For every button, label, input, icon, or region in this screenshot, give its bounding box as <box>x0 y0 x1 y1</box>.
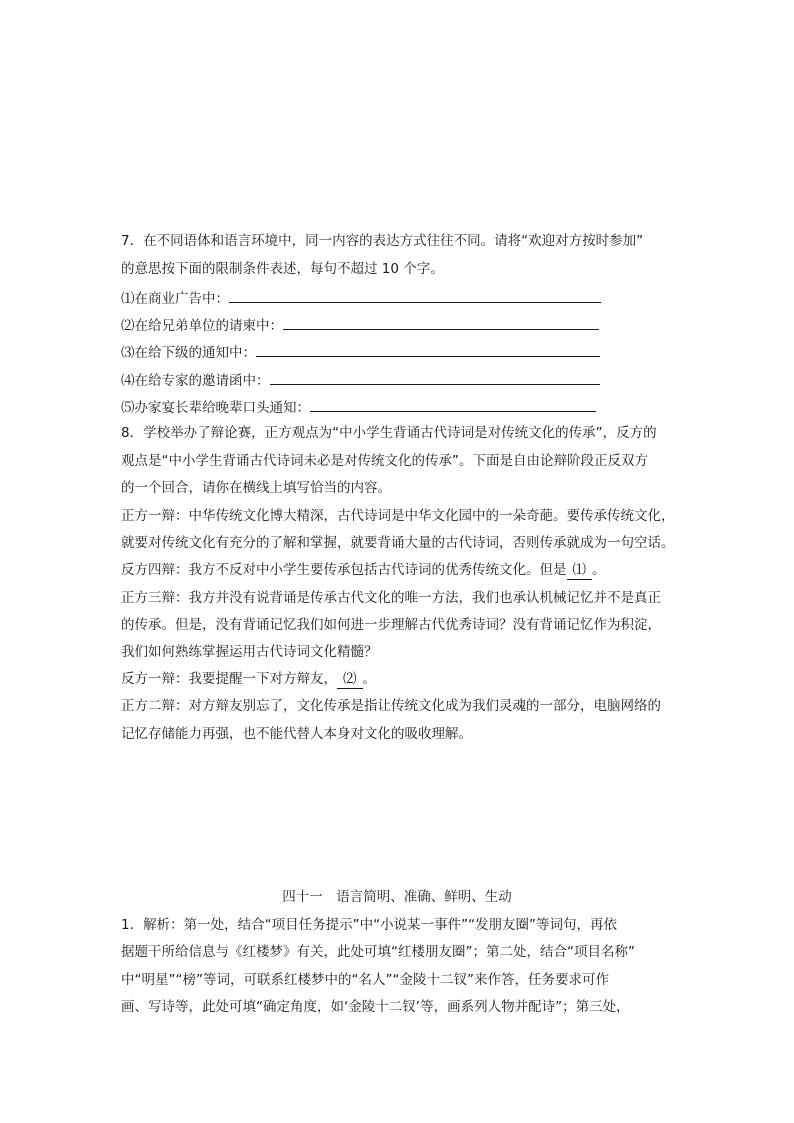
q7-item-3-answer-line[interactable] <box>256 342 600 357</box>
debate-negative-1-end: 。 <box>362 671 376 687</box>
debate-negative-1 <box>121 670 376 689</box>
q7-item-3-label: ⑶在给下级的通知中： <box>121 345 256 361</box>
q8-prompt-line-3: 的一个回合，请你在横线上填写恰当的内容。 <box>121 480 391 496</box>
q7-prompt-line-2: 的意思按下面的限制条件表述，每句不超过 10 个字。 <box>121 261 444 277</box>
q7-item-2 <box>121 315 599 335</box>
q7-item-1-label: ⑴在商业广告中： <box>121 291 229 307</box>
debate-negative-4-text: 反方四辩：我方不反对中小学生要传承包括古代诗词的优秀传统文化。但是 <box>121 562 567 578</box>
q8-prompt-line-2: 观点是“中小学生背诵古代诗词未必是对传统文化的传承”。下面是自由论辩阶段正反双方 <box>121 453 648 469</box>
q7-item-4-answer-line[interactable] <box>270 370 600 385</box>
q7-item-2-label: ⑵在给兄弟单位的请柬中： <box>121 318 283 334</box>
q7-item-5-label: ⑸办家宴长辈给晚辈口头通知： <box>121 400 310 416</box>
q7-item-5 <box>121 397 596 417</box>
q7-item-5-answer-line[interactable] <box>310 397 596 412</box>
q8-prompt-line-1: 8．学校举办了辩论赛，正方观点为“中小学生背诵古代诗词是对传统文化的传承”，反方的 <box>121 425 657 441</box>
debate-affirmative-2-line-2: 记忆存储能力再强，也不能代替人本身对文化的吸收理解。 <box>121 726 472 742</box>
answer-blank-2[interactable]: ⑵ <box>337 670 363 689</box>
debate-affirmative-1-line-1: 正方一辩：中华传统文化博大精深，古代诗词是中华文化园中的一朵奇葩。要传承传统文化， <box>121 508 675 524</box>
section-title: 四十一 语言简明、准确、鲜明、生动 <box>282 889 512 905</box>
q7-item-2-answer-line[interactable] <box>283 315 599 330</box>
debate-affirmative-3-line-2: 的传承。但是，没有背诵记忆我们如何进一步理解古代优秀诗词？没有背诵记忆作为积淀， <box>121 617 661 633</box>
answer-1-line-1: 1．解析：第一处，结合“项目任务提示”中“小说某一事件”“发朋友圈”等词句，再依 <box>121 917 618 933</box>
debate-negative-4 <box>121 561 606 580</box>
q7-item-3 <box>121 342 600 362</box>
answer-1-line-3: 中“明星”“榜”等词，可联系红楼梦中的“名人”“金陵十二钗”来作答，任务要求可作 <box>121 972 609 988</box>
debate-affirmative-3-line-1: 正方三辩：我方并没有说背诵是传承古代文化的唯一方法，我们也承认机械记忆并不是真正 <box>121 590 661 606</box>
q7-item-4-label: ⑷在给专家的邀请函中： <box>121 373 270 389</box>
q7-item-1-answer-line[interactable] <box>229 288 601 303</box>
debate-negative-4-end: 。 <box>592 562 606 578</box>
q7-item-1 <box>121 288 601 308</box>
debate-affirmative-1-line-2: 就要对传统文化有充分的了解和掌握，就要背诵大量的古代诗词，否则传承就成为一句空话。 <box>121 535 675 551</box>
answer-1-line-2: 据题干所给信息与《红楼梦》有关，此处可填“红楼朋友圈”；第二处，结合“项目名称” <box>121 944 635 960</box>
answer-blank-1[interactable]: ⑴ <box>567 561 593 580</box>
debate-affirmative-3-line-3: 我们如何熟练掌握运用古代诗词文化精髓？ <box>121 644 378 660</box>
debate-affirmative-2-line-1: 正方二辩：对方辩友别忘了，文化传承是指让传统文化成为我们灵魂的一部分，电脑网络的 <box>121 698 661 714</box>
debate-negative-1-text: 反方一辩：我要提醒一下对方辩友， <box>121 671 337 687</box>
answer-1-line-4: 画、写诗等，此处可填“确定角度，如‘金陵十二钗’等，画系列人物并配诗”；第三处， <box>121 999 630 1015</box>
q7-item-4 <box>121 370 600 390</box>
q7-prompt-line-1: 7．在不同语体和语言环境中，同一内容的表达方式往往不同。请将“欢迎对方按时参加” <box>121 233 644 249</box>
